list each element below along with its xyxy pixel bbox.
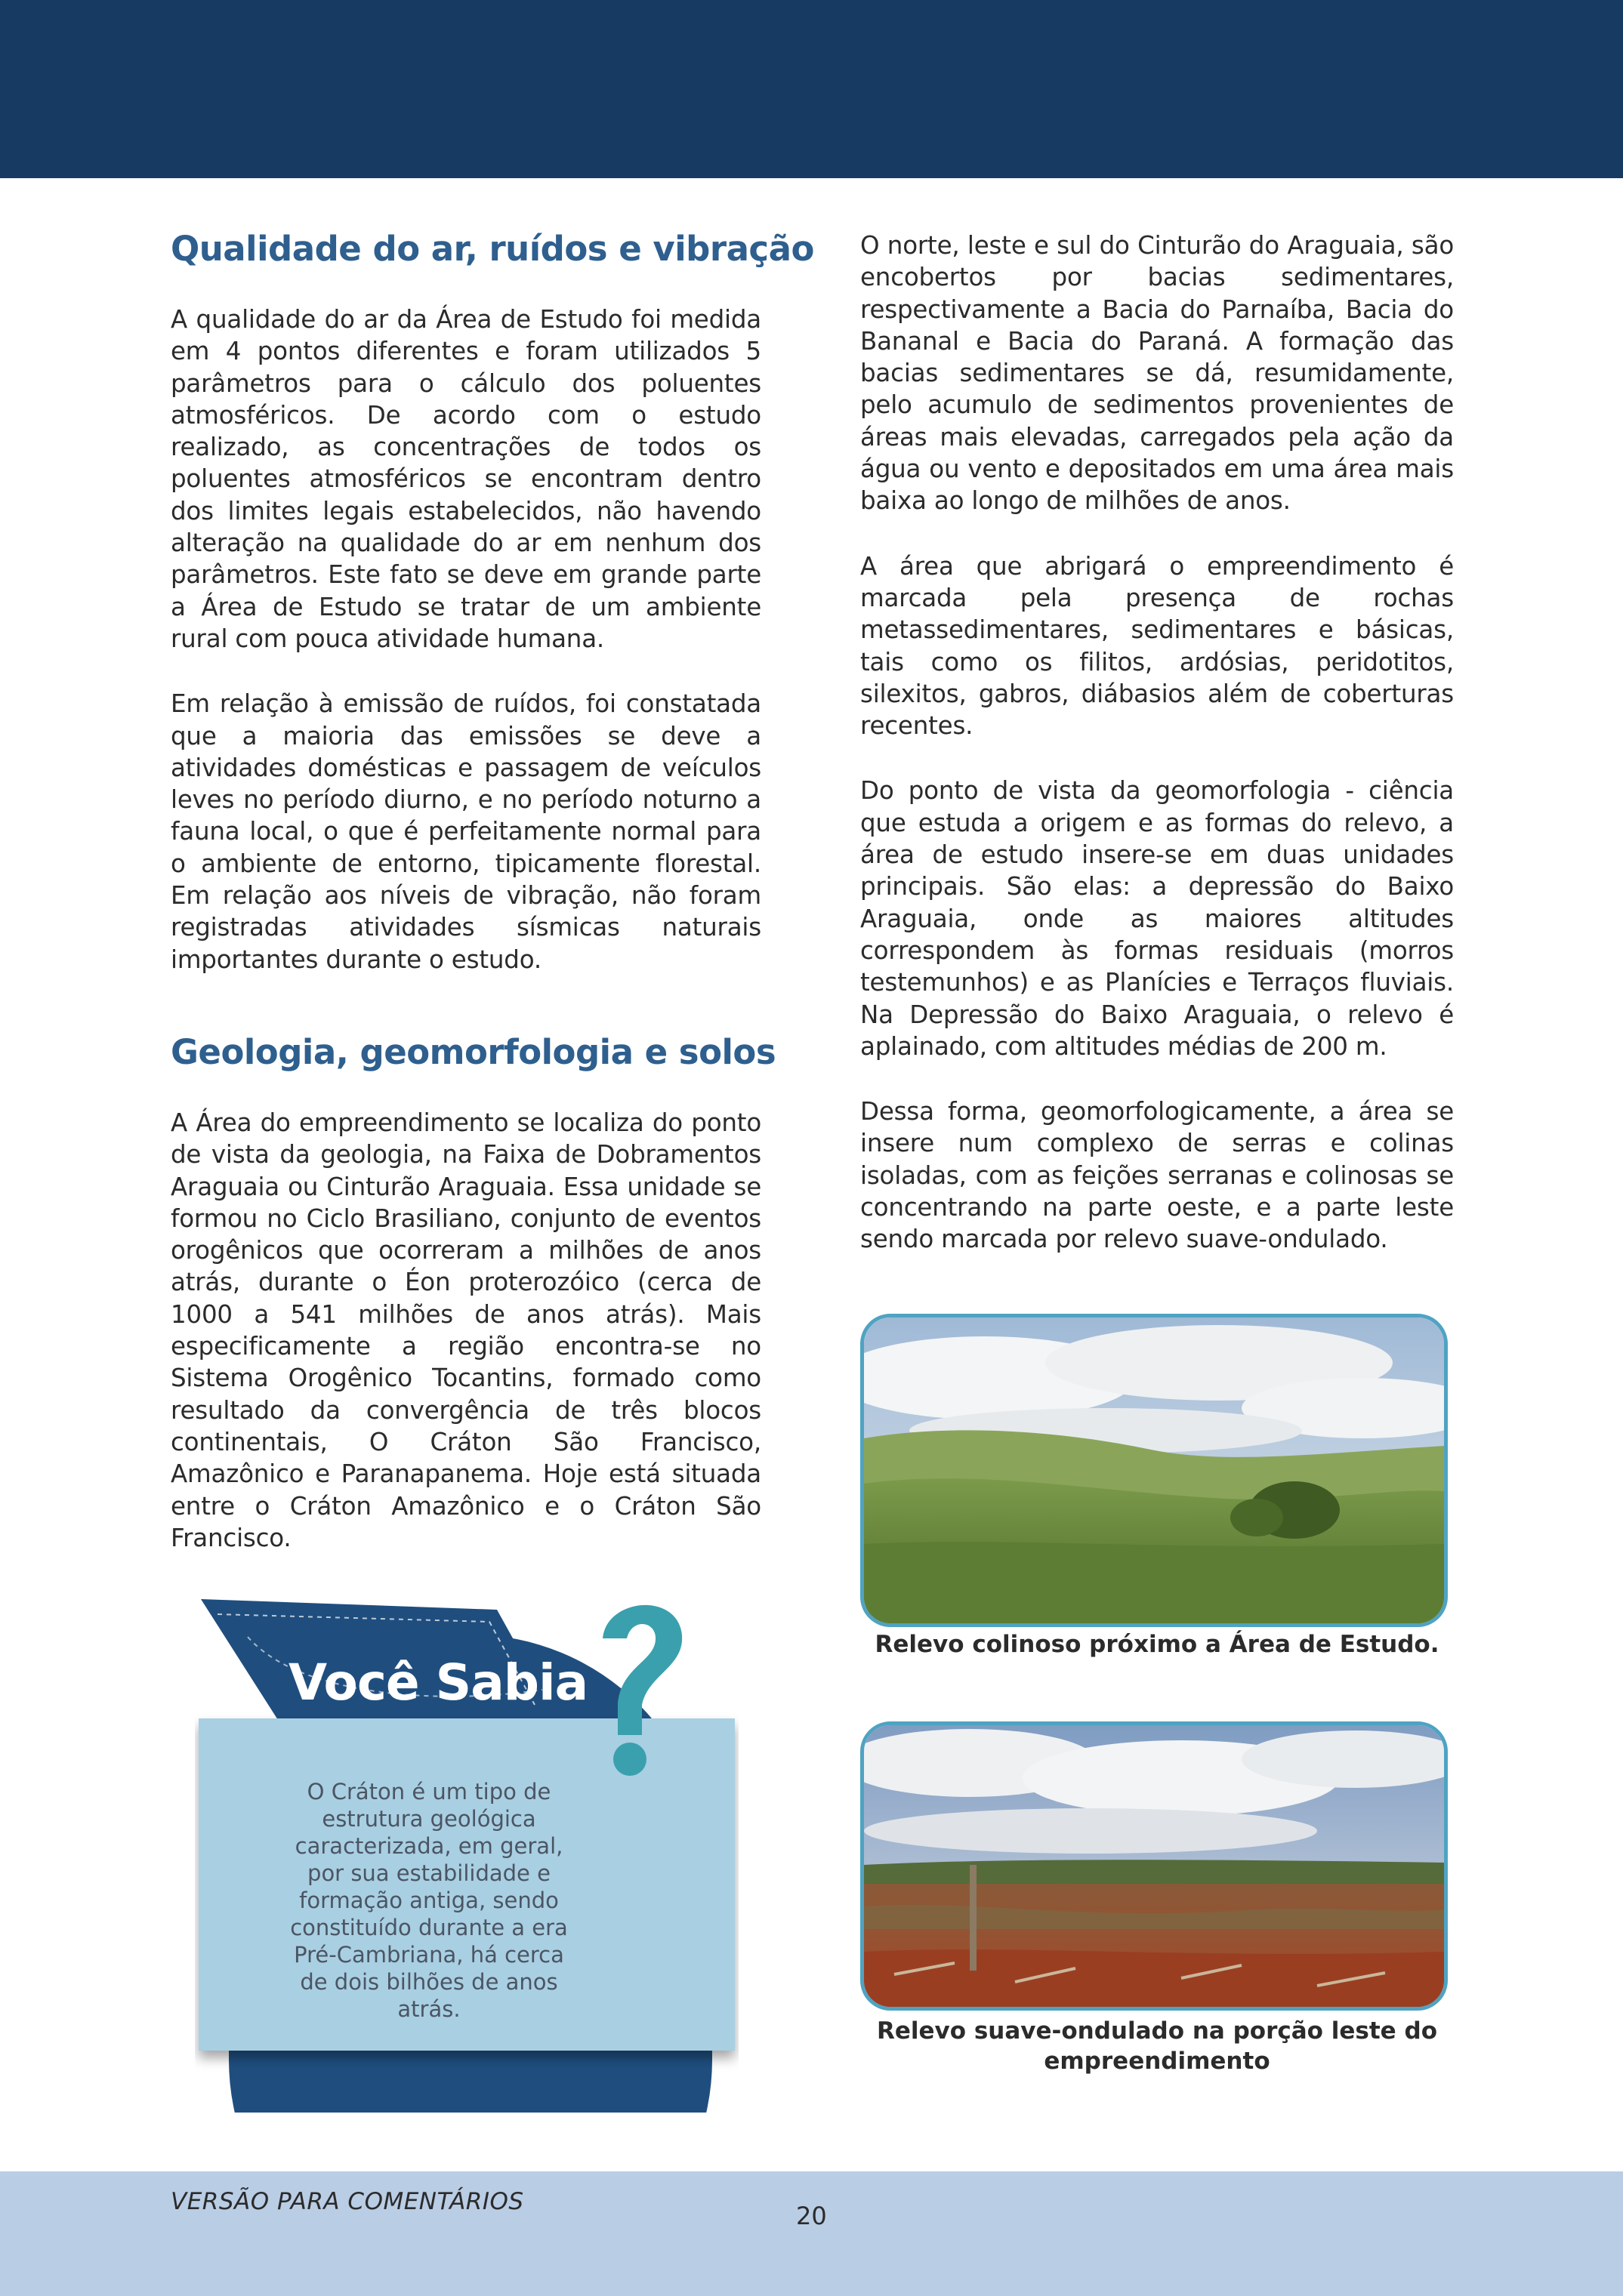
- landscape-hills-image: [864, 1318, 1444, 1623]
- section-title-geology: Geologia, geomorfologia e solos: [171, 1031, 776, 1072]
- voce-sabia-text: O Cráton é um tipo de estrutura geológica caracterizada, em geral, por sua estabilidade e formação antiga, sendo constituído durante a era Pré-Cambriana, há cerca de dois bilhões de anos atrás.: [290, 1779, 568, 2022]
- photo-hilly-relief: [860, 1314, 1448, 1627]
- right-column: [860, 230, 1454, 1256]
- air-quality-paragraph: A qualidade do ar da Área de Estudo foi medida em 4 pontos diferentes e foram utilizados 5 parâmetros para o cálculo dos poluentes atmosféricos. De acordo com o estudo realizado, as concentrações de todos os poluentes atmosféricos se encontram dentro dos limites legais estabelecidos, não havendo alteração na qualidade do ar em nenhum dos parâmetros. Este fato se deve em grande parte a Área de Estudo se tratar de um ambiente rural com pouca atividade humana.: [171, 305, 761, 653]
- photo-caption-hilly: Relevo colinoso próximo a Área de Estudo.: [875, 1631, 1439, 1658]
- photo-caption-undulating: Relevo suave-ondulado na porção leste do empreendimento: [876, 2017, 1437, 2075]
- geology-paragraph: A Área do empreendimento se localiza do ponto de vista da geologia, na Faixa de Dobramentos Araguaia ou Cinturão Araguaia. Essa unidade se formou no Ciclo Brasiliano, conjunto de eventos orogênicos que ocorreram a milhões de anos atrás, durante o Éon proterozóico (cerca de 1000 a 541 milhões de anos atrás). Mais especificamente a região encontra-se no Sistema Orogênico Tocantins, formado como resultado da convergência de três blocos continentais, O Cráton São Francisco, Amazônico e Paranapanema. Hoje está situada entre o Cráton Amazônico e o Cráton São Francisco.: [171, 1108, 761, 1552]
- landscape-field-image: [864, 1725, 1444, 2007]
- geomorphology-paragraph: Do ponto de vista da geomorfologia - ciência que estuda a origem e as formas do relevo, a área de estudo insere-se em duas unidades principais. São elas: a depressão do Baixo Araguaia, onde as maiores altitudes correspondem às formas residuais (morros testemunhos) e as Planícies e Terraços fluviais. Na Depressão do Baixo Araguaia, o relevo é aplainado, com altitudes médias de 200 m.: [860, 776, 1454, 1061]
- section-title-air-quality: Qualidade do ar, ruídos e vibração: [171, 229, 814, 269]
- rocks-paragraph: A área que abrigará o empreendimento é marcada pela presença de rochas metassedimentares, sedimentares e básicas, tais como os filitos, ardósias, peridotitos, silexitos, gabros, diábasios além de coberturas recentes.: [860, 551, 1454, 741]
- photo-undulating-relief: [860, 1721, 1448, 2011]
- relief-paragraph: Dessa forma, geomorfologicamente, a área se insere num complexo de serras e colinas isoladas, com as feições serranas e colinosas se concentrando na parte oeste, e a parte leste sendo marcada por relevo suave-ondulado.: [860, 1097, 1454, 1254]
- left-column: [171, 227, 814, 1554]
- basins-paragraph: O norte, leste e sul do Cinturão do Araguaia, são encobertos por bacias sedimentares, respectivamente a Bacia do Parnaíba, Bacia do Bananal e Bacia do Paraná. A formação das bacias sedimentares se dá, resumidamente, pelo acumulo de sedimentos provenientes de áreas mais elevadas, carregados pela ação da água ou vento e depositados em uma área mais baixa ao longo de milhões de anos.: [860, 231, 1454, 516]
- voce-sabia-title: Você Sabia: [288, 1653, 588, 1712]
- footer-version-label: VERSÃO PARA COMENTÁRIOS: [171, 2188, 524, 2215]
- header-band: [0, 0, 1623, 178]
- voce-sabia-box: [195, 1592, 739, 2113]
- page-number: 20: [796, 2202, 827, 2230]
- noise-paragraph: Em relação à emissão de ruídos, foi constatada que a maioria das emissões se deve a atividades domésticas e passagem de veículos leves no período diurno, e no período noturno a fauna local, o que é perfeitamente normal para o ambiente de entorno, tipicamente florestal. Em relação aos níveis de vibração, não foram registradas atividades sísmicas naturais importantes durante o estudo.: [171, 689, 761, 974]
